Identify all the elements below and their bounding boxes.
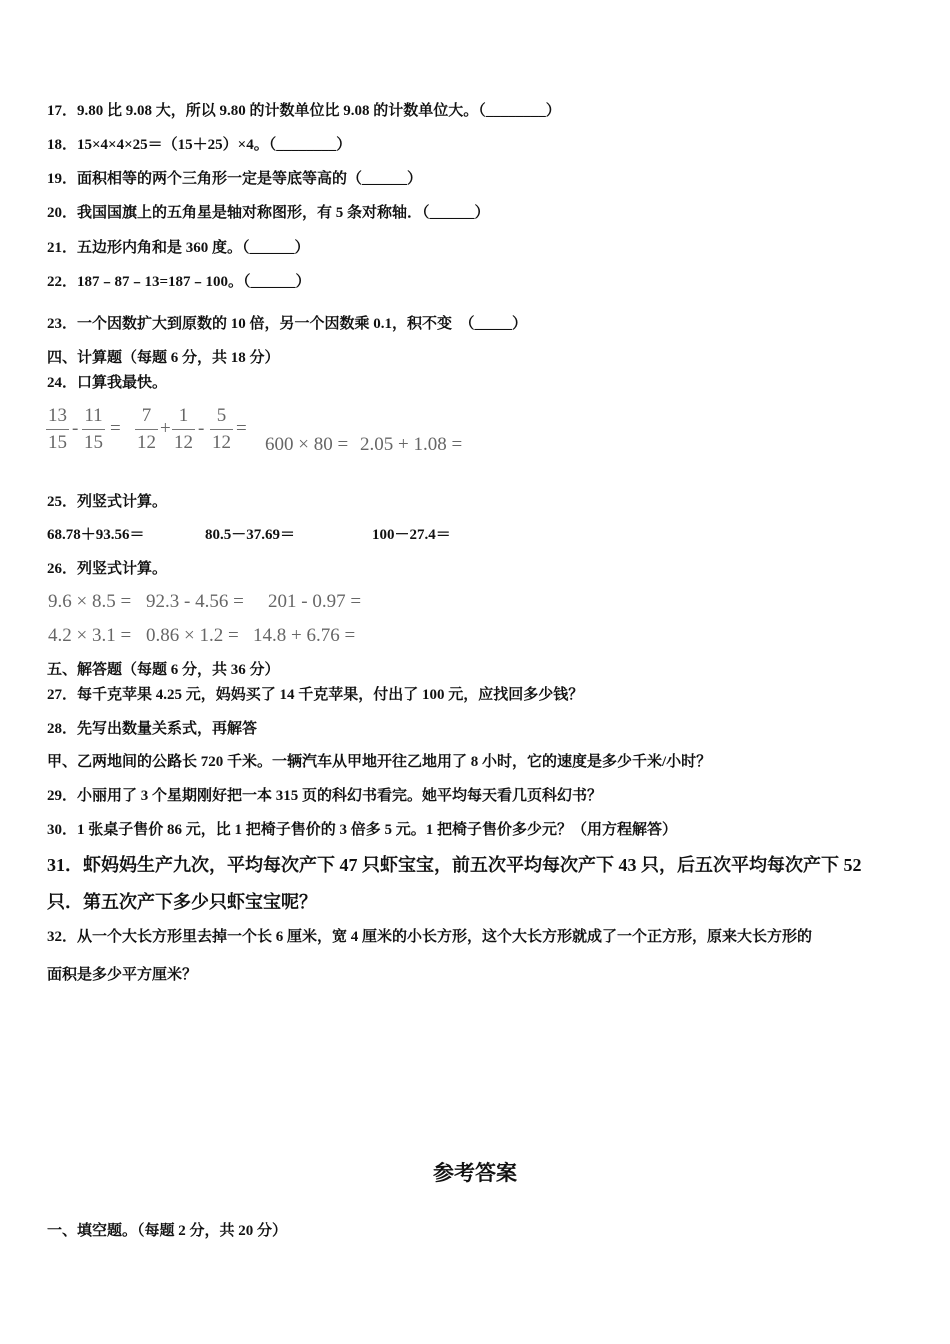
q25-item-3: 100－27.4＝: [372, 527, 451, 543]
q26-expr-6: 14.8 + 6.76 =: [253, 625, 356, 646]
q25-item-1: 68.78＋93.56＝: [47, 527, 145, 543]
question-17: 17．9.80 比 9.08 大，所以 9.80 的计数单位比 9.08 的计数单位大。（________）: [47, 103, 561, 119]
question-23: 23．一个因数扩大到原数的 10 倍，另一个因数乘 0.1，积不变 （_____）: [47, 316, 528, 332]
question-18: 18．15×4×4×25＝（15＋25）×4。（________）: [47, 137, 352, 153]
question-31-line-1: 31．虾妈妈生产九次，平均每次产下 47 只虾宝宝，前五次平均每次产下 43 只，后五次平均每次产下 52: [47, 855, 862, 875]
minus-operator: -: [72, 418, 79, 439]
question-31-line-2: 只．第五次产下多少只虾宝宝呢？: [47, 892, 317, 912]
question-19: 19．面积相等的两个三角形一定是等底等高的（______）: [47, 171, 423, 187]
section-4-heading: 四、计算题（每题 6 分，共 18 分）: [47, 350, 280, 366]
question-30: 30．1 张桌子售价 86 元，比 1 把椅子售价的 3 倍多 5 元。1 把椅子售价多少元？（用方程解答）: [47, 822, 678, 838]
fraction-1-12: 1 12: [174, 405, 193, 453]
question-32-line-2: 面积是多少平方厘米？: [47, 967, 198, 983]
fraction-5-12: 5 12: [212, 405, 231, 453]
equals-operator: =: [110, 418, 121, 439]
answers-section-1: 一、填空题。（每题 2 分，共 20 分）: [47, 1223, 288, 1239]
q26-expr-1: 9.6 × 8.5 =: [48, 591, 132, 612]
question-29: 29．小丽用了 3 个星期刚好把一本 315 页的科幻书看完。她平均每天看几页科幻书？: [47, 788, 603, 804]
question-28-body: 甲、乙两地间的公路长 720 千米。一辆汽车从甲地开往乙地用了 8 小时，它的速度是多少千米/小时？: [47, 754, 712, 770]
question-32-line-1: 32．从一个大长方形里去掉一个长 6 厘米，宽 4 厘米的小长方形，这个大长方形就成了一个正方形，原来大长方形的: [47, 929, 813, 945]
plus-operator: +: [160, 418, 171, 439]
question-27: 27．每千克苹果 4.25 元，妈妈买了 14 千克苹果，付出了 100 元，应找回多少钱？: [47, 687, 584, 703]
question-26: 26．列竖式计算。: [47, 561, 168, 577]
fraction-11-15: 11 15: [84, 405, 103, 453]
fraction-7-12: 7 12: [137, 405, 156, 453]
q26-expr-4: 4.2 × 3.1 =: [48, 625, 132, 646]
question-24: 24．口算我最快。: [47, 375, 168, 391]
section-5-heading: 五、解答题（每题 6 分，共 36 分）: [47, 662, 280, 678]
question-25: 25．列竖式计算。: [47, 494, 168, 510]
q26-expr-3: 201 - 0.97 =: [268, 591, 362, 612]
q25-item-2: 80.5－37.69＝: [205, 527, 296, 543]
question-22: 22．187﹣87﹣13=187﹣100。（______）: [47, 274, 311, 290]
minus-operator: -: [198, 418, 205, 439]
q26-expr-2: 92.3 - 4.56 =: [146, 591, 244, 612]
expr-2.05plus1.08: 2.05 + 1.08 =: [360, 434, 463, 455]
fraction-13-15: 13 15: [48, 405, 67, 453]
answers-title: 参考答案: [433, 1161, 517, 1185]
equals-operator: =: [236, 418, 247, 439]
question-28: 28．先写出数量关系式，再解答: [47, 721, 258, 737]
question-21: 21．五边形内角和是 360 度。（______）: [47, 240, 310, 256]
question-20: 20．我国国旗上的五角星是轴对称图形，有 5 条对称轴．（______）: [47, 205, 490, 221]
q26-expr-5: 0.86 × 1.2 =: [146, 625, 239, 646]
expr-600x80: 600 × 80 =: [265, 434, 349, 455]
